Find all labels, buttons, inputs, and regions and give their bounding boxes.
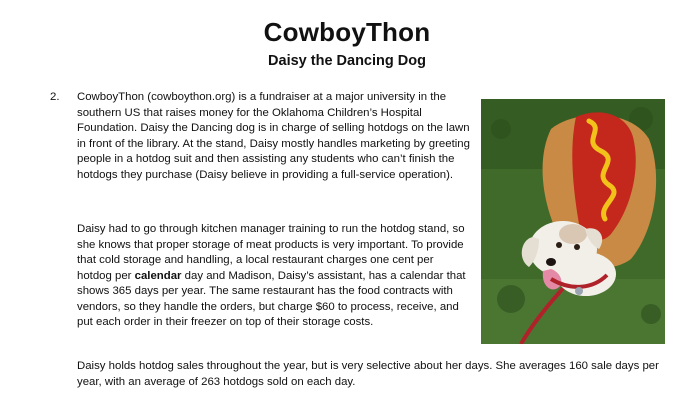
dog-photo (481, 99, 665, 344)
paragraph-intro: CowboyThon (cowboython.org) is a fundraiser at a major university in the southern US that raises money for the Oklahoma Children’s Hospital Foundation. Daisy the Dancing dog is in charge of selling hotdogs on the lawn in front of the library. At the stand, Daisy mostly handles marketing by greeting people in a hotdog suit and then assisting any students who can’t finish the hotdogs they purchase (Daisy believe in providing a full-service operation). (77, 91, 470, 181)
paragraph-storage (77, 222, 467, 331)
paragraph-storage-text-2: day and Madison, Daisy’s assistant, has a calendar that shows 365 days per year. The same restaurant has the food contracts with vendors, so they handle the orders, but charge $60 to process, receive, and put each order in their freezer on top of their storage costs. (77, 269, 466, 328)
calendar-bold-word: calendar (134, 269, 182, 282)
page-title: CowboyThon (263, 17, 431, 47)
paragraph-storage-text-1: Daisy had to go through kitchen manager training to run the hotdog stand, so she knows that proper storage of meat products is very important. To provide that cold storage and handling, a local restaurant charges one cent per hotdog per (77, 223, 465, 282)
paragraph-sales: Daisy holds hotdog sales throughout the year, but is very selective about her days. She averages 160 sale days per year, with an average of 263 hotdogs sold on each day. (77, 360, 659, 388)
page-subtitle: Daisy the Dancing Dog (268, 53, 426, 69)
item-number: 2. (50, 91, 60, 103)
